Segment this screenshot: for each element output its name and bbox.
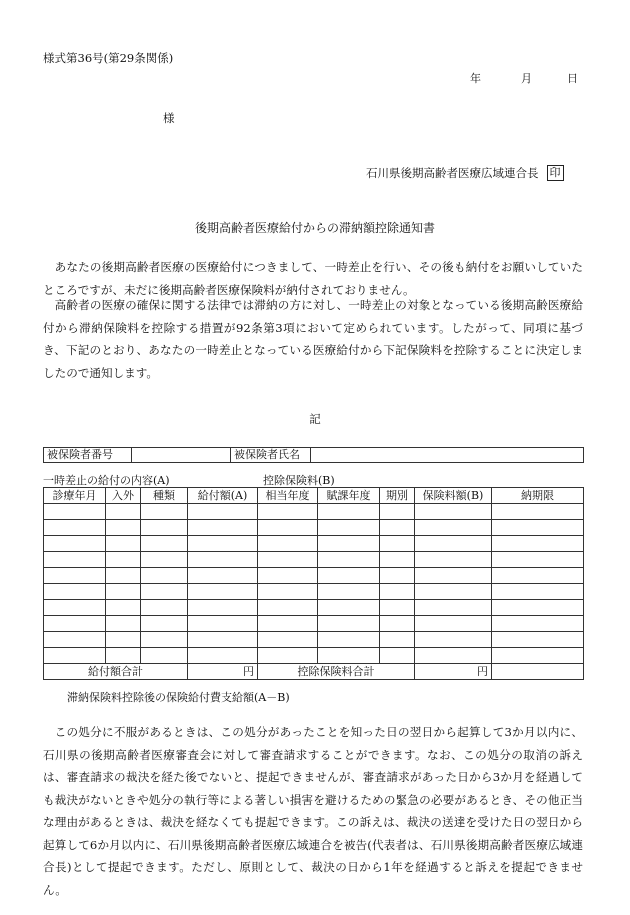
table-cell[interactable] — [44, 584, 106, 600]
table-cell[interactable] — [106, 552, 141, 568]
date-year-label: 年 — [470, 72, 481, 85]
insured-number-value[interactable] — [132, 448, 231, 463]
col-header: 賦課年度 — [318, 488, 380, 504]
insured-name-label: 被保険者氏名 — [231, 448, 311, 463]
document-title: 後期高齢者医療給付からの滞納額控除通知書 — [194, 221, 435, 235]
table-cell[interactable] — [415, 536, 492, 552]
table-cell[interactable] — [258, 504, 318, 520]
table-cell[interactable] — [106, 632, 141, 648]
table-cell[interactable] — [106, 536, 141, 552]
table-row — [44, 584, 584, 600]
col-header: 期別 — [380, 488, 415, 504]
col-header: 種類 — [141, 488, 188, 504]
table-cell[interactable] — [318, 536, 380, 552]
table-cell[interactable] — [318, 632, 380, 648]
table-cell[interactable] — [141, 600, 188, 616]
table-cell[interactable] — [258, 584, 318, 600]
table-cell[interactable] — [44, 600, 106, 616]
table-row — [44, 520, 584, 536]
table-cell[interactable] — [492, 616, 584, 632]
table-cell[interactable] — [106, 568, 141, 584]
col-header: 相当年度 — [258, 488, 318, 504]
col-header: 入外 — [106, 488, 141, 504]
table-cell[interactable] — [258, 568, 318, 584]
table-cell[interactable] — [415, 520, 492, 536]
table-cell[interactable] — [492, 584, 584, 600]
table-cell[interactable] — [415, 568, 492, 584]
date-day-label: 日 — [567, 72, 578, 85]
table-cell[interactable] — [415, 648, 492, 664]
ki-heading: 記 — [309, 412, 321, 426]
table-cell[interactable] — [380, 568, 415, 584]
total-blank-cell — [492, 664, 584, 680]
table-cell[interactable] — [188, 552, 258, 568]
table-cell[interactable] — [492, 568, 584, 584]
table-cell[interactable] — [44, 552, 106, 568]
table-cell[interactable] — [141, 584, 188, 600]
table-cell[interactable] — [318, 616, 380, 632]
section-a-label: 一時差止の給付の内容(A) — [43, 474, 170, 487]
table-row — [44, 536, 584, 552]
table-cell[interactable] — [415, 552, 492, 568]
table-cell[interactable] — [106, 600, 141, 616]
table-row — [44, 568, 584, 584]
table-cell[interactable] — [415, 632, 492, 648]
col-header: 診療年月 — [44, 488, 106, 504]
table-cell[interactable] — [492, 632, 584, 648]
table-header-row — [44, 488, 584, 504]
sender-name: 石川県後期高齢者医療広域連合長 — [366, 166, 539, 180]
table-cell[interactable] — [106, 584, 141, 600]
insured-name-value[interactable] — [311, 448, 584, 463]
col-header: 保険料額(B) — [415, 488, 492, 504]
table-cell[interactable] — [492, 600, 584, 616]
table-cell[interactable] — [44, 568, 106, 584]
table-cell[interactable] — [258, 648, 318, 664]
table-cell[interactable] — [258, 520, 318, 536]
table-cell[interactable] — [492, 520, 584, 536]
table-cell[interactable] — [258, 632, 318, 648]
insured-number-label: 被保険者番号 — [44, 448, 132, 463]
table-cell[interactable] — [415, 600, 492, 616]
table-cell[interactable] — [380, 600, 415, 616]
table-cell[interactable] — [106, 504, 141, 520]
table-row — [44, 648, 584, 664]
table-cell[interactable] — [44, 536, 106, 552]
table-cell[interactable] — [188, 632, 258, 648]
table-cell[interactable] — [44, 616, 106, 632]
sender-block — [366, 165, 564, 181]
table-cell[interactable] — [318, 568, 380, 584]
total-b-unit: 円 — [415, 664, 492, 680]
total-b-label: 控除保険料合計 — [258, 664, 415, 680]
table-cell[interactable] — [380, 520, 415, 536]
date-month-label: 月 — [521, 72, 532, 85]
table-cell[interactable] — [318, 504, 380, 520]
table-cell[interactable] — [380, 648, 415, 664]
table-cell[interactable] — [318, 600, 380, 616]
table-cell[interactable] — [188, 648, 258, 664]
table-cell[interactable] — [380, 616, 415, 632]
body-paragraph-1: あなたの後期高齢者医療の医療給付につきまして、一時差止を行い、その後も納付をお願いしていたところですが、未だに後期高齢者医療保険料が納付されておりません。 — [43, 260, 583, 297]
table-cell[interactable] — [188, 568, 258, 584]
deduction-table — [43, 487, 584, 680]
total-a-unit: 円 — [188, 664, 258, 680]
table-cell[interactable] — [141, 520, 188, 536]
table-cell[interactable] — [492, 648, 584, 664]
seal-stamp: 印 — [547, 165, 564, 181]
table-cell[interactable] — [106, 520, 141, 536]
table-cell[interactable] — [106, 648, 141, 664]
addressee-suffix: 様 — [163, 111, 175, 125]
col-header: 納期限 — [492, 488, 584, 504]
table-cell[interactable] — [141, 616, 188, 632]
table-cell[interactable] — [44, 520, 106, 536]
table-cell[interactable] — [141, 536, 188, 552]
table-cell[interactable] — [492, 536, 584, 552]
table-cell[interactable] — [415, 584, 492, 600]
table-cell[interactable] — [380, 536, 415, 552]
table-cell[interactable] — [380, 632, 415, 648]
total-a-label: 給付額合計 — [44, 664, 188, 680]
table-cell[interactable] — [492, 504, 584, 520]
table-row — [44, 600, 584, 616]
table-cell[interactable] — [492, 552, 584, 568]
insured-info-table — [43, 447, 584, 463]
table-cell[interactable] — [380, 504, 415, 520]
table-cell[interactable] — [318, 584, 380, 600]
table-cell[interactable] — [415, 504, 492, 520]
table-cell[interactable] — [318, 520, 380, 536]
table-cell[interactable] — [258, 552, 318, 568]
table-cell[interactable] — [141, 648, 188, 664]
table-cell[interactable] — [141, 632, 188, 648]
table-cell[interactable] — [380, 552, 415, 568]
table-cell[interactable] — [258, 616, 318, 632]
table-row — [44, 552, 584, 568]
table-cell[interactable] — [106, 616, 141, 632]
total-row — [44, 664, 584, 680]
form-number: 様式第36号(第29条関係) — [43, 51, 174, 65]
table-cell[interactable] — [141, 568, 188, 584]
table-cell[interactable] — [141, 504, 188, 520]
table-row — [44, 616, 584, 632]
table-cell[interactable] — [380, 584, 415, 600]
table-cell[interactable] — [44, 648, 106, 664]
table-cell[interactable] — [188, 504, 258, 520]
table-cell[interactable] — [188, 600, 258, 616]
table-cell[interactable] — [318, 552, 380, 568]
table-cell[interactable] — [318, 648, 380, 664]
table-cell[interactable] — [188, 536, 258, 552]
table-cell[interactable] — [44, 504, 106, 520]
section-b-label: 控除保険料(B) — [263, 474, 335, 487]
table-cell[interactable] — [44, 632, 106, 648]
appeal-paragraph: この処分に不服があるときは、この処分があったことを知った日の翌日から起算して3か月以内に、石川県の後期高齢者医療審査会に対して審査請求することができます。なお、この処分の取消の訴えは、審査請求の裁決を経た後でないと、提起できませんが、審査請求があった日から3か月を経過しても裁決がないときや処分の執行等による著しい損害を避けるための緊急の必要があるとき、その他正当な理由があるときは、裁決を経なくても提起できます。この訴えは、裁決の送達を受けた日の翌日から起算して6か月以内に、石川県後期高齢者医療広域連合を被告(代表者は、石川県後期高齢者医療広域連合長)として提起できます。ただし、原則として、裁決の日から1年を経過すると訴えを提起できません。 — [43, 725, 583, 897]
table-cell[interactable] — [188, 584, 258, 600]
table-row — [44, 504, 584, 520]
table-cell[interactable] — [188, 616, 258, 632]
body-paragraph-2: 高齢者の医療の確保に関する法律では滞納の方に対し、一時差止の対象となっている後期高齢医療給付から滞納保険料を控除する措置が92条第3項において定められています。したがって、同項に基づき、下記のとおり、あなたの一時差止となっている医療給付から下記保険料を控除することに決定しましたので通知します。 — [43, 298, 583, 380]
col-header: 給付額(A) — [188, 488, 258, 504]
table-cell[interactable] — [258, 536, 318, 552]
table-row — [44, 632, 584, 648]
table-cell[interactable] — [258, 600, 318, 616]
table-cell[interactable] — [188, 520, 258, 536]
table-cell[interactable] — [415, 616, 492, 632]
net-payment-label: 滞納保険料控除後の保険給付費支給額(A－B) — [67, 691, 290, 704]
table-cell[interactable] — [141, 552, 188, 568]
